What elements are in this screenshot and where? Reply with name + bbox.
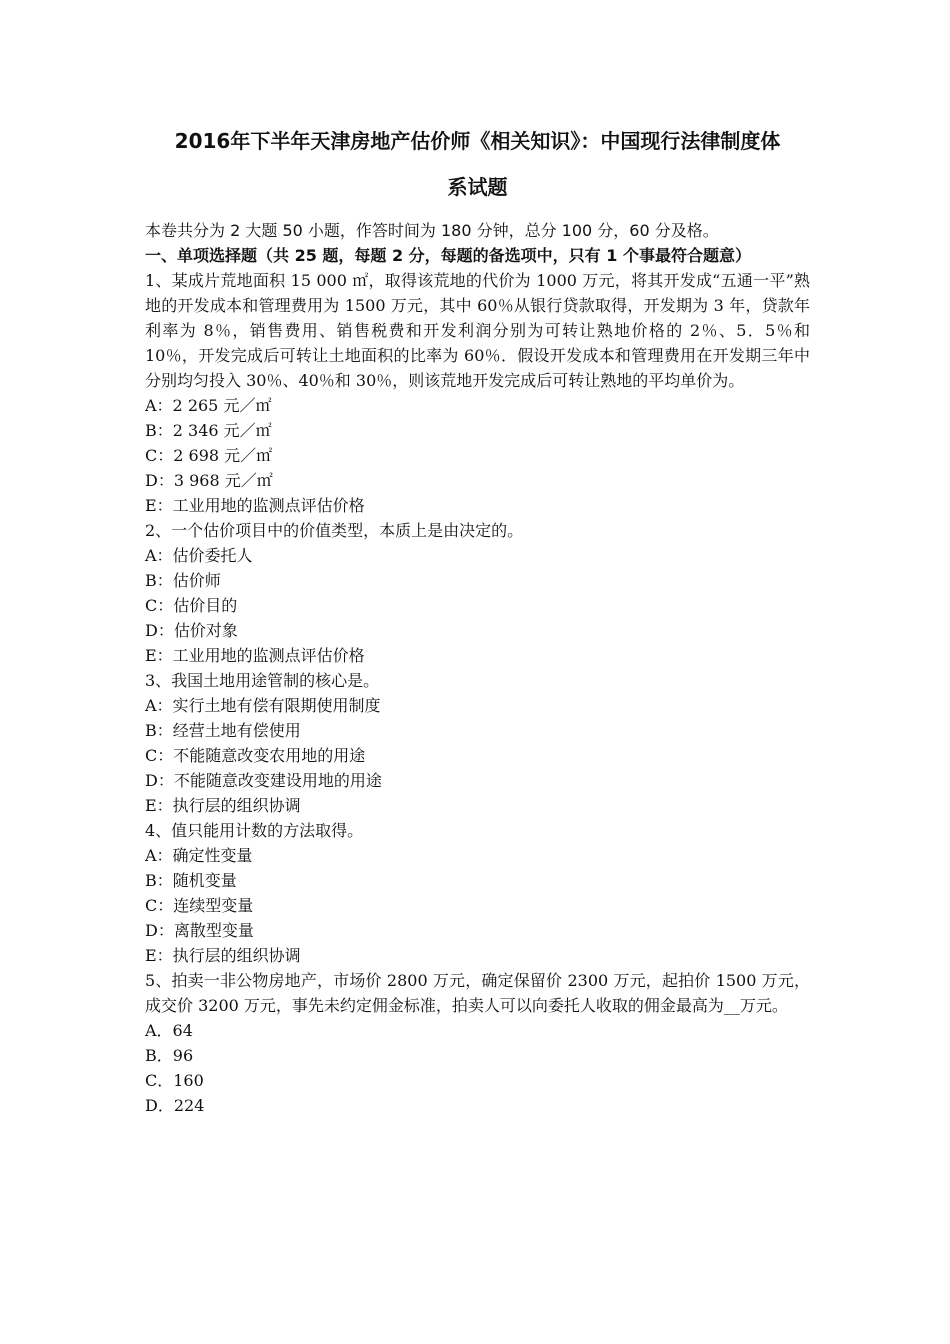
option-c: C：连续型变量 <box>145 896 254 915</box>
option-d: D：3 968 元／㎡ <box>145 471 273 490</box>
option-d: D．224 <box>145 1096 205 1115</box>
question-block <box>145 268 810 518</box>
option-b: B：2 346 元／㎡ <box>145 421 272 440</box>
option-b: B．96 <box>145 1046 194 1065</box>
document-title-line1: 2016年下半年天津房地产估价师《相关知识》：中国现行法律制度体 <box>174 129 781 153</box>
option-e: E：执行层的组织协调 <box>145 946 301 965</box>
question-block <box>145 518 810 668</box>
option-b: B：随机变量 <box>145 871 237 890</box>
question-text: 5、拍卖一非公物房地产，市场价 2800 万元，确定保留价 2300 万元，起拍价 1500 万元，成交价 3200 万元，事先未约定佣金标准，拍卖人可以向委托人收取的佣金最高为__万元。 <box>145 971 810 1015</box>
question-text: 3、我国土地用途管制的核心是。 <box>145 671 380 690</box>
option-b: B：经营土地有偿使用 <box>145 721 301 740</box>
option-c: C．160 <box>145 1071 204 1090</box>
option-e: E：工业用地的监测点评估价格 <box>145 646 365 665</box>
option-a: A：估价委托人 <box>145 546 253 565</box>
option-c: C：不能随意改变农用地的用途 <box>145 746 366 765</box>
question-text: 4、值只能用计数的方法取得。 <box>145 821 364 840</box>
option-e: E：执行层的组织协调 <box>145 796 301 815</box>
question-block <box>145 968 810 1118</box>
option-c: C：估价目的 <box>145 596 238 615</box>
document-page <box>145 118 810 1118</box>
option-b: B：估价师 <box>145 571 221 590</box>
question-text: 2、一个估价项目中的价值类型，本质上是由决定的。 <box>145 521 524 540</box>
option-c: C：2 698 元／㎡ <box>145 446 273 465</box>
option-d: D：估价对象 <box>145 621 238 640</box>
option-a: A：确定性变量 <box>145 846 253 865</box>
option-d: D：不能随意改变建设用地的用途 <box>145 771 382 790</box>
option-d: D：离散型变量 <box>145 921 254 940</box>
option-a: A：2 265 元／㎡ <box>145 396 272 415</box>
option-a: A：实行土地有偿有限期使用制度 <box>145 696 381 715</box>
option-a: A．64 <box>145 1021 193 1040</box>
section-heading: 一、单项选择题（共 25 题，每题 2 分，每题的备选项中，只有 1 个事最符合题意） <box>145 246 751 265</box>
question-block <box>145 668 810 818</box>
question-block <box>145 818 810 968</box>
document-title-line2: 系试题 <box>447 175 508 199</box>
option-e: E：工业用地的监测点评估价格 <box>145 496 365 515</box>
question-text: 1、某成片荒地面积 15 000 ㎡，取得该荒地的代价为 1000 万元，将其开发成“五通一平”熟地的开发成本和管理费用为 1500 万元，其中 60％从银行贷款取得，开发期为 3 年，贷款年利率为 8％，销售费用、销售税费和开发利润分别为可转让熟地价格的 2％、5．5％和 10％，开发完成后可转让土地面积的比率为 60％．假设开发成本和管理费用在开发期三年中分别均匀投入 30％、40％和 30％，则该荒地开发完成后可转让熟地的平均单价为。 <box>145 271 810 390</box>
exam-intro: 本卷共分为 2 大题 50 小题，作答时间为 180 分钟，总分 100 分，60 分及格。 <box>145 221 719 240</box>
